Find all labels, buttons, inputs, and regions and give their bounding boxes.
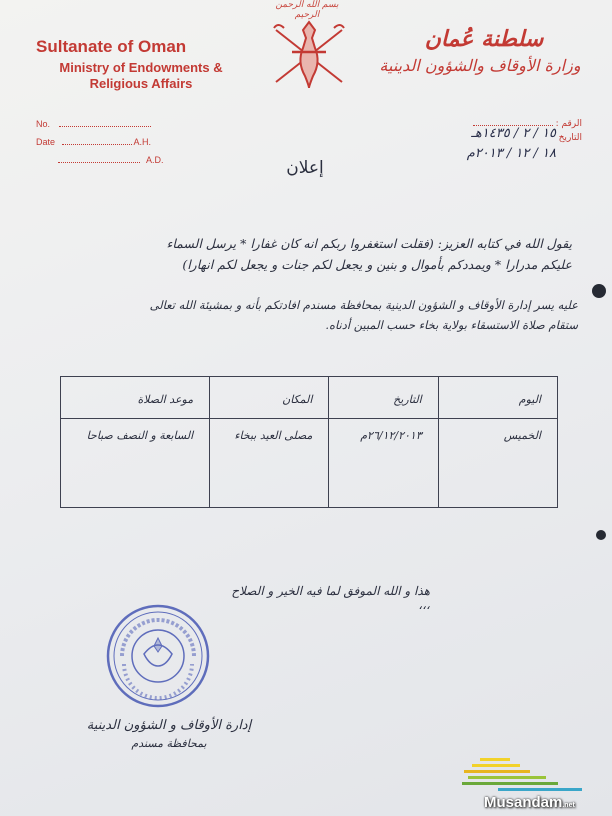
punch-hole-top [592,284,606,298]
no-field [36,119,151,129]
verse-line-2: عليكم مدرارا * ويمددكم بأموال و بنين و يجعل لكم جنات و يجعل لكم انهارا) [182,257,572,272]
header-prayer-time: موعد الصلاة [61,377,210,419]
gregorian-date: ١٨ / ١٢ / ٢٠١٣م [466,146,556,161]
signature-line2: بمحافظة مسندم [131,737,207,750]
cell-date: ٢٦/١٢/٢٠١٣م [329,419,438,508]
announcement-title: إعلان [286,158,324,178]
no-dots [59,119,151,127]
table-header-row [61,377,558,419]
body-line-1: عليه يسر إدارة الأوقاف و الشؤون الدينية بمحافظة مسندم افادتكم بأنه و بمشيئة الله تعالى [149,298,578,312]
date-ad-field [58,155,164,165]
punch-hole-bottom [596,530,606,540]
verse-line-1: يقول الله في كتابه العزيز: (فقلت استغفروا ربكم انه كان غفارا * يرسل السماء [166,236,572,251]
body-line-2: ستقام صلاة الاستسقاء بولاية بخاء حسب المبين أدناه. [325,318,578,332]
date-ah-field [36,137,151,147]
header-date: التاريخ [329,377,438,419]
table-row [61,419,558,508]
prayer-schedule-table [60,376,558,508]
closing-statement: هذا و الله الموفق لما فيه الخير و الصلاح ،،، [231,584,430,612]
cell-prayer-time: السابعة و النصف صباحا [61,419,210,508]
ar-date-label: التاريخ [558,133,582,143]
basmala-header: بسم الله الرحمن الرحيم [275,0,339,20]
ar-number-dots [473,118,553,126]
ar-number-label: الرقم : [555,119,582,129]
ar-ministry-name: وزارة الأوقاف والشؤون الدينية [379,56,581,75]
signature-block [84,718,254,750]
no-label: No. [36,119,51,129]
ad-label: A.D. [146,155,164,165]
header-place: المكان [210,377,329,419]
date-dots [62,137,132,145]
hijri-date: ١٥ / ٢ / ١٤٣٥هـ [471,126,556,141]
en-ministry-line2: Religious Affairs [89,76,193,91]
ad-dots [58,155,140,163]
watermark-text [484,794,575,811]
cell-day: الخميس [438,419,557,508]
en-ministry-name [36,60,246,92]
signature-line1: إدارة الأوقاف و الشؤون الدينية [86,718,252,733]
watermark-tld: .net [562,802,575,809]
cell-place: مصلى العيد ببخاء [210,419,329,508]
official-stamp [104,602,212,710]
en-country-title: Sultanate of Oman [36,37,187,56]
national-emblem [268,16,350,94]
header-day: اليوم [438,377,557,419]
watermark-site: Musandam [484,794,563,811]
date-label: Date [36,137,56,147]
ar-country-title: سلطنة عُمان [424,26,544,52]
en-ministry-line1: Ministry of Endowments & [59,60,223,75]
ah-label: A.H. [133,137,152,147]
